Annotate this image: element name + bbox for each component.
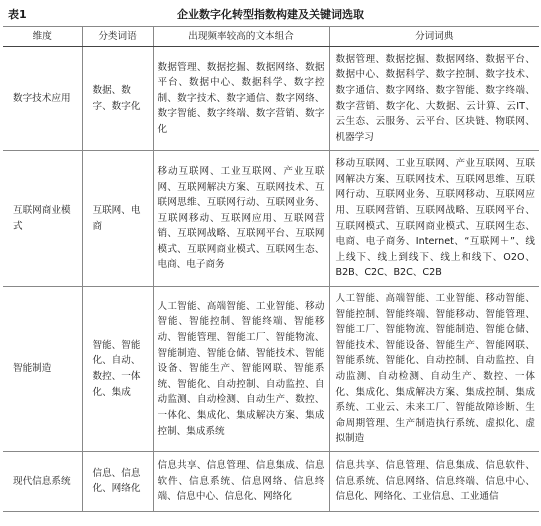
combos-cell: 移动互联网、工业互联网、产业互联网、互联网解决方案、互联网技术、互联网思维、互联网行动、互联网业务、互联网移动、互联网应用、互联网营销、互联网战略、互联网平台、互联网模式、互联网商业模式、互联网生态、电商、电子商务 bbox=[153, 151, 329, 287]
dimension-cell: 互联网商业模式 bbox=[3, 151, 82, 287]
table-row bbox=[3, 47, 539, 151]
combos-cell: 人工智能、高端智能、工业智能、移动智能、智能控制、智能终端、智能移动、智能管理、智能工厂、智能物流、智能制造、智能仓储、智能技术、智能设备、智能生产、智能网联、智能系统、智能化、自动控制、自动监控、自动监测、自动检测、自动生产、数控、一体化、集成化、集成解决方案、集成控制、集成系统 bbox=[153, 287, 329, 452]
table-row bbox=[3, 151, 539, 287]
header-dimension: 维度 bbox=[3, 27, 82, 47]
table-row bbox=[3, 287, 539, 452]
dimension-cell: 智能制造 bbox=[3, 287, 82, 452]
category-cell: 数据、数字、数字化 bbox=[82, 47, 153, 151]
category-cell: 信息、信息化、网络化 bbox=[82, 451, 153, 511]
table-number: 表1 bbox=[8, 8, 27, 21]
category-cell: 智能、智能化、自动、数控、一体化、集成 bbox=[82, 287, 153, 452]
header-row bbox=[3, 27, 539, 47]
dimension-cell: 数字技术应用 bbox=[3, 47, 82, 151]
combos-cell: 数据管理、数据挖掘、数据网络、数据平台、数据中心、数据科学、数字控制、数字技术、数字通信、数字网络、数字智能、数字终端、数字营销、数字化 bbox=[153, 47, 329, 151]
dictionary-cell: 信息共享、信息管理、信息集成、信息软件、信息系统、信息网络、信息终端、信息中心、信息化、网络化、工业信息、工业通信 bbox=[329, 451, 539, 511]
dictionary-cell: 数据管理、数据挖掘、数据网络、数据平台、数据中心、数据科学、数字控制、数字技术、数字通信、数字网络、数字智能、数字终端、数字营销、数字化、大数据、云计算、云IT、云生态、云服务、云平台、区块链、物联网、机器学习 bbox=[329, 47, 539, 151]
dictionary-cell: 移动互联网、工业互联网、产业互联网、互联网解决方案、互联网技术、互联网思维、互联网行动、互联网业务、互联网移动、互联网应用、互联网营销、互联网战略、互联网平台、互联网模式、互联网商业模式、互联网生态、电商、电子商务、Internet、“互联网＋”、线上线下、线上到线下、线上和线下、O2O、B2B、C2C、B2C、C2B bbox=[329, 151, 539, 287]
keyword-table bbox=[3, 26, 539, 512]
table-row bbox=[3, 451, 539, 511]
dictionary-cell: 人工智能、高端智能、工业智能、移动智能、智能控制、智能终端、智能移动、智能管理、智能工厂、智能物流、智能制造、智能仓储、智能技术、智能设备、智能生产、智能网联、智能系统、智能化、自动控制、自动监控、自动监测、自动检测、自动生产、数控、一体化、集成化、集成解决方案、集成控制、集成系统、工业云、未来工厂、智能故障诊断、生命周期管理、生产制造执行系统、虚拟化、虚拟制造 bbox=[329, 287, 539, 452]
combos-cell: 信息共享、信息管理、信息集成、信息软件、信息系统、信息网络、信息终端、信息中心、信息化、网络化 bbox=[153, 451, 329, 511]
header-combos: 出现频率较高的文本组合 bbox=[153, 27, 329, 47]
category-cell: 互联网、电商 bbox=[82, 151, 153, 287]
header-category: 分类词语 bbox=[82, 27, 153, 47]
table-title: 企业数字化转型指数构建及关键词选取 bbox=[177, 8, 364, 21]
header-dictionary: 分词词典 bbox=[329, 27, 539, 47]
dimension-cell: 现代信息系统 bbox=[3, 451, 82, 511]
table-caption bbox=[0, 4, 541, 22]
